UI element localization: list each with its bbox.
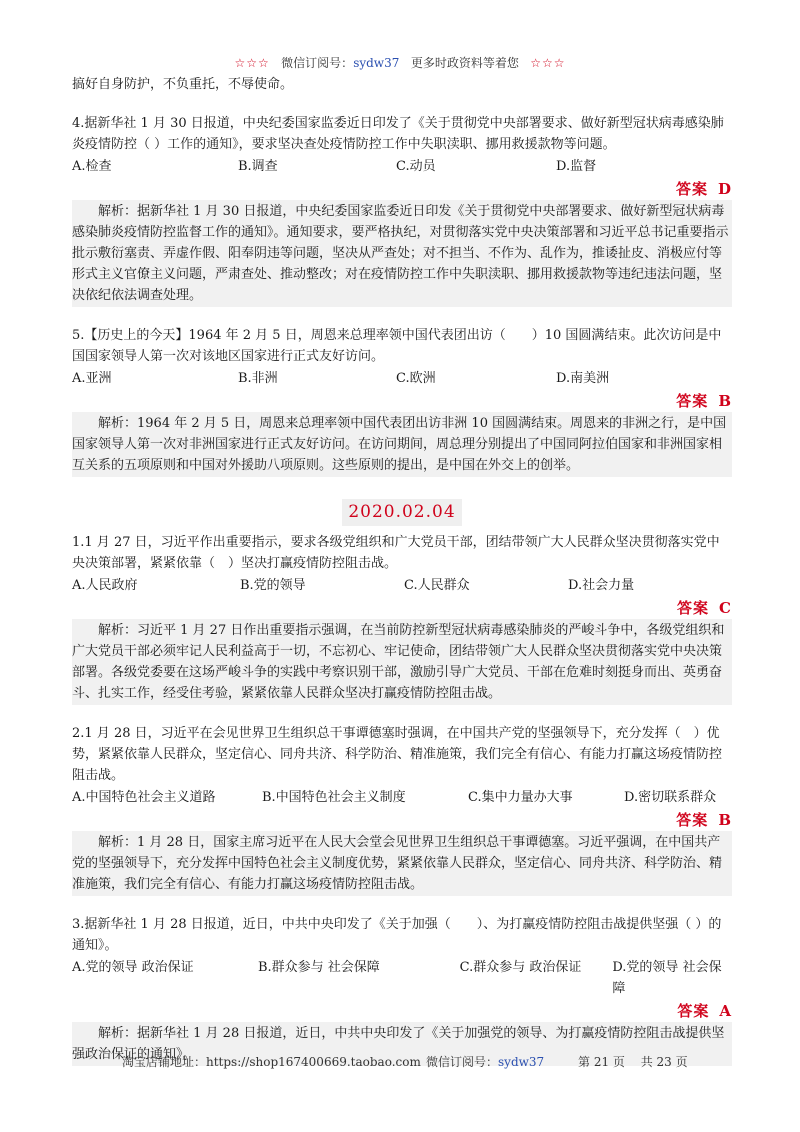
option-a: A.党的领导 政治保证 <box>72 960 194 975</box>
header-slogan: 更多时政资料等着您 <box>410 56 519 70</box>
option-d: D.南美洲 <box>556 371 610 386</box>
question-text: 4.据新华社 1 月 30 日报道，中央纪委国家监委近日印发了《关于贯彻党中央部署要求、做好新型冠状病毒感染肺炎疫情防控（ ）工作的通知》，要求坚决查处疫情防控工作中失职渎职、挪用救援款物等问题。 <box>72 116 724 152</box>
footer-wechat <box>426 1053 544 1070</box>
header-account: sydw37 <box>353 56 400 70</box>
option-a: A.检查 <box>72 159 112 174</box>
option-c: C.群众参与 政治保证 <box>459 960 582 975</box>
footer-wechat-label: 微信订阅号： <box>426 1055 499 1069</box>
question-text: 5.【历史上的今天】1964 年 2 月 5 日，周恩来总理率领中国代表团出访（ ）10 国圆满结束。此次访问是中国国家领导人第一次对该地区国家进行正式友好访问。 <box>72 328 722 364</box>
answer-letter: B <box>718 811 732 829</box>
date-heading: 2020.02.04 <box>342 499 461 526</box>
option-b: B.群众参与 社会保障 <box>257 960 380 975</box>
analysis-text: 解析：据新华社 1 月 28 日报道，近日，中共中央印发了《关于加强党的领导、为打赢疫情防控阻击战提供坚强政治保证的通知》。 <box>72 1022 732 1066</box>
answer-line <box>72 179 732 200</box>
page-number: 第 21 页 共 23 页 <box>578 1055 688 1069</box>
option-b: B.调查 <box>238 159 278 174</box>
options-row <box>72 368 732 389</box>
option-d: D.监督 <box>556 159 597 174</box>
option-c: C.动员 <box>396 159 436 174</box>
option-a: A.中国特色社会主义道路 <box>72 790 216 805</box>
answer-letter: D <box>717 180 732 198</box>
analysis-text: 解析：1964 年 2 月 5 日，周恩来总理率领中国代表团出访非洲 10 国圆满结束。周恩来的非洲之行，是中国国家领导人第一次对非洲国家进行正式友好访问。在访问期间，周总理分别提出了中国同阿拉伯国家和非洲国家相互关系的五项原则和中国对外援助八项原则。这些原则的提出，是中国在外交上的创举。 <box>72 412 732 477</box>
header-label: 微信订阅号： <box>281 56 354 70</box>
analysis-text: 解析：1 月 28 日，国家主席习近平在人民大会堂会见世界卫生组织总干事谭德塞。习近平强调，在中国共产党的坚强领导下，充分发挥中国特色社会主义制度优势，紧紧依靠人民群众，坚定信心、同舟共济、科学防治、精准施策，我们完全有信心、有能力打赢这场疫情防控阻击战。 <box>72 831 732 896</box>
question-text: 1.1 月 27 日，习近平作出重要指示，要求各级党组织和广大党员干部，团结带领广大人民群众坚决贯彻落实党中央决策部署，紧紧依靠（ ）坚决打赢疫情防控阻击战。 <box>72 535 720 571</box>
answer-line <box>72 810 732 831</box>
question-block <box>72 723 732 896</box>
option-c: C.集中力量办大事 <box>468 790 573 805</box>
option-d: D.社会力量 <box>568 578 635 593</box>
analysis-text: 解析：习近平 1 月 27 日作出重要指示强调，在当前防控新型冠状病毒感染肺炎的严峻斗争中，各级党组织和广大党员干部必须牢记人民利益高于一切，不忘初心、牢记使命，团结带领广大人民群众坚决贯彻落实党中央决策部署。各级党委要在这场严峻斗争的实践中考察识别干部，激励引导广大党员、干部在危难时刻挺身而出、英勇奋斗、扎实工作，经受住考验，紧紧依靠人民群众坚决打赢疫情防控阻击战。 <box>72 619 732 705</box>
answer-letter: B <box>718 392 732 410</box>
option-b: B.非洲 <box>238 371 278 386</box>
answer-label: 答案 <box>676 392 709 410</box>
analysis-text: 解析：据新华社 1 月 30 日报道，中央纪委国家监委近日印发《关于贯彻党中央部署要求、做好新型冠状病毒感染肺炎疫情防控监督工作的通知》。通知要求，要严格执纪，对贯彻落实党中央决策部署和习近平总书记重要指示批示敷衍塞责、弄虚作假、阳奉阴违等问题，坚决从严查处；对不担当、不作为、乱作为，推诿扯皮、消极应付等形式主义官僚主义问题，严肃查处、推动整改；对在疫情防控工作中失职渎职、挪用救援款物等违纪违法问题，坚决依纪依法调查处理。 <box>72 200 732 307</box>
page-header <box>0 54 800 71</box>
answer-label: 答案 <box>675 180 708 198</box>
intro-line: 搞好自身防护，不负重托，不辱使命。 <box>72 77 294 92</box>
document-body <box>72 74 732 1066</box>
footer-wechat-account: sydw37 <box>498 1055 545 1069</box>
option-b: B.党的领导 <box>240 578 306 593</box>
option-a: A.亚洲 <box>72 371 112 386</box>
option-a: A.人民政府 <box>72 578 138 593</box>
stars-left: ☆☆☆ <box>234 56 270 70</box>
shop-address: 淘宝店铺地址：https://shop167400669.taobao.com <box>122 1055 421 1069</box>
answer-label: 答案 <box>676 811 709 829</box>
question-block <box>72 914 732 1066</box>
question-block <box>72 325 732 477</box>
stars-right: ☆☆☆ <box>530 56 566 70</box>
options-row <box>72 156 732 177</box>
option-c: C.欧洲 <box>396 371 436 386</box>
question-text: 3.据新华社 1 月 28 日报道，近日，中共中央印发了《关于加强（ ）、为打赢疫情防控阻击战提供坚强（ ）的通知》。 <box>72 917 722 953</box>
answer-line <box>72 391 732 412</box>
answer-letter: C <box>719 599 732 617</box>
options-row <box>72 787 732 808</box>
answer-line <box>72 1001 732 1022</box>
answer-label: 答案 <box>677 1002 710 1020</box>
option-d: D.党的领导 社会保障 <box>612 960 722 996</box>
question-block <box>72 532 732 705</box>
question-text: 2.1 月 28 日，习近平在会见世界卫生组织总干事谭德塞时强调，在中国共产党的坚强领导下，充分发挥（ ）优势，紧紧依靠人民群众，坚定信心、同舟共济、科学防治、精准施策，我们完全有信心、有能力打赢这场疫情防控阻击战。 <box>72 726 723 783</box>
answer-line <box>72 598 732 619</box>
answer-letter: A <box>719 1002 732 1020</box>
date-heading-wrap <box>72 499 732 526</box>
question-block <box>72 113 732 307</box>
answer-label: 答案 <box>677 599 710 617</box>
options-row <box>72 957 732 999</box>
option-c: C.人民群众 <box>404 578 470 593</box>
option-b: B.中国特色社会主义制度 <box>262 790 406 805</box>
options-row <box>72 575 732 596</box>
option-d: D.密切联系群众 <box>624 790 717 805</box>
